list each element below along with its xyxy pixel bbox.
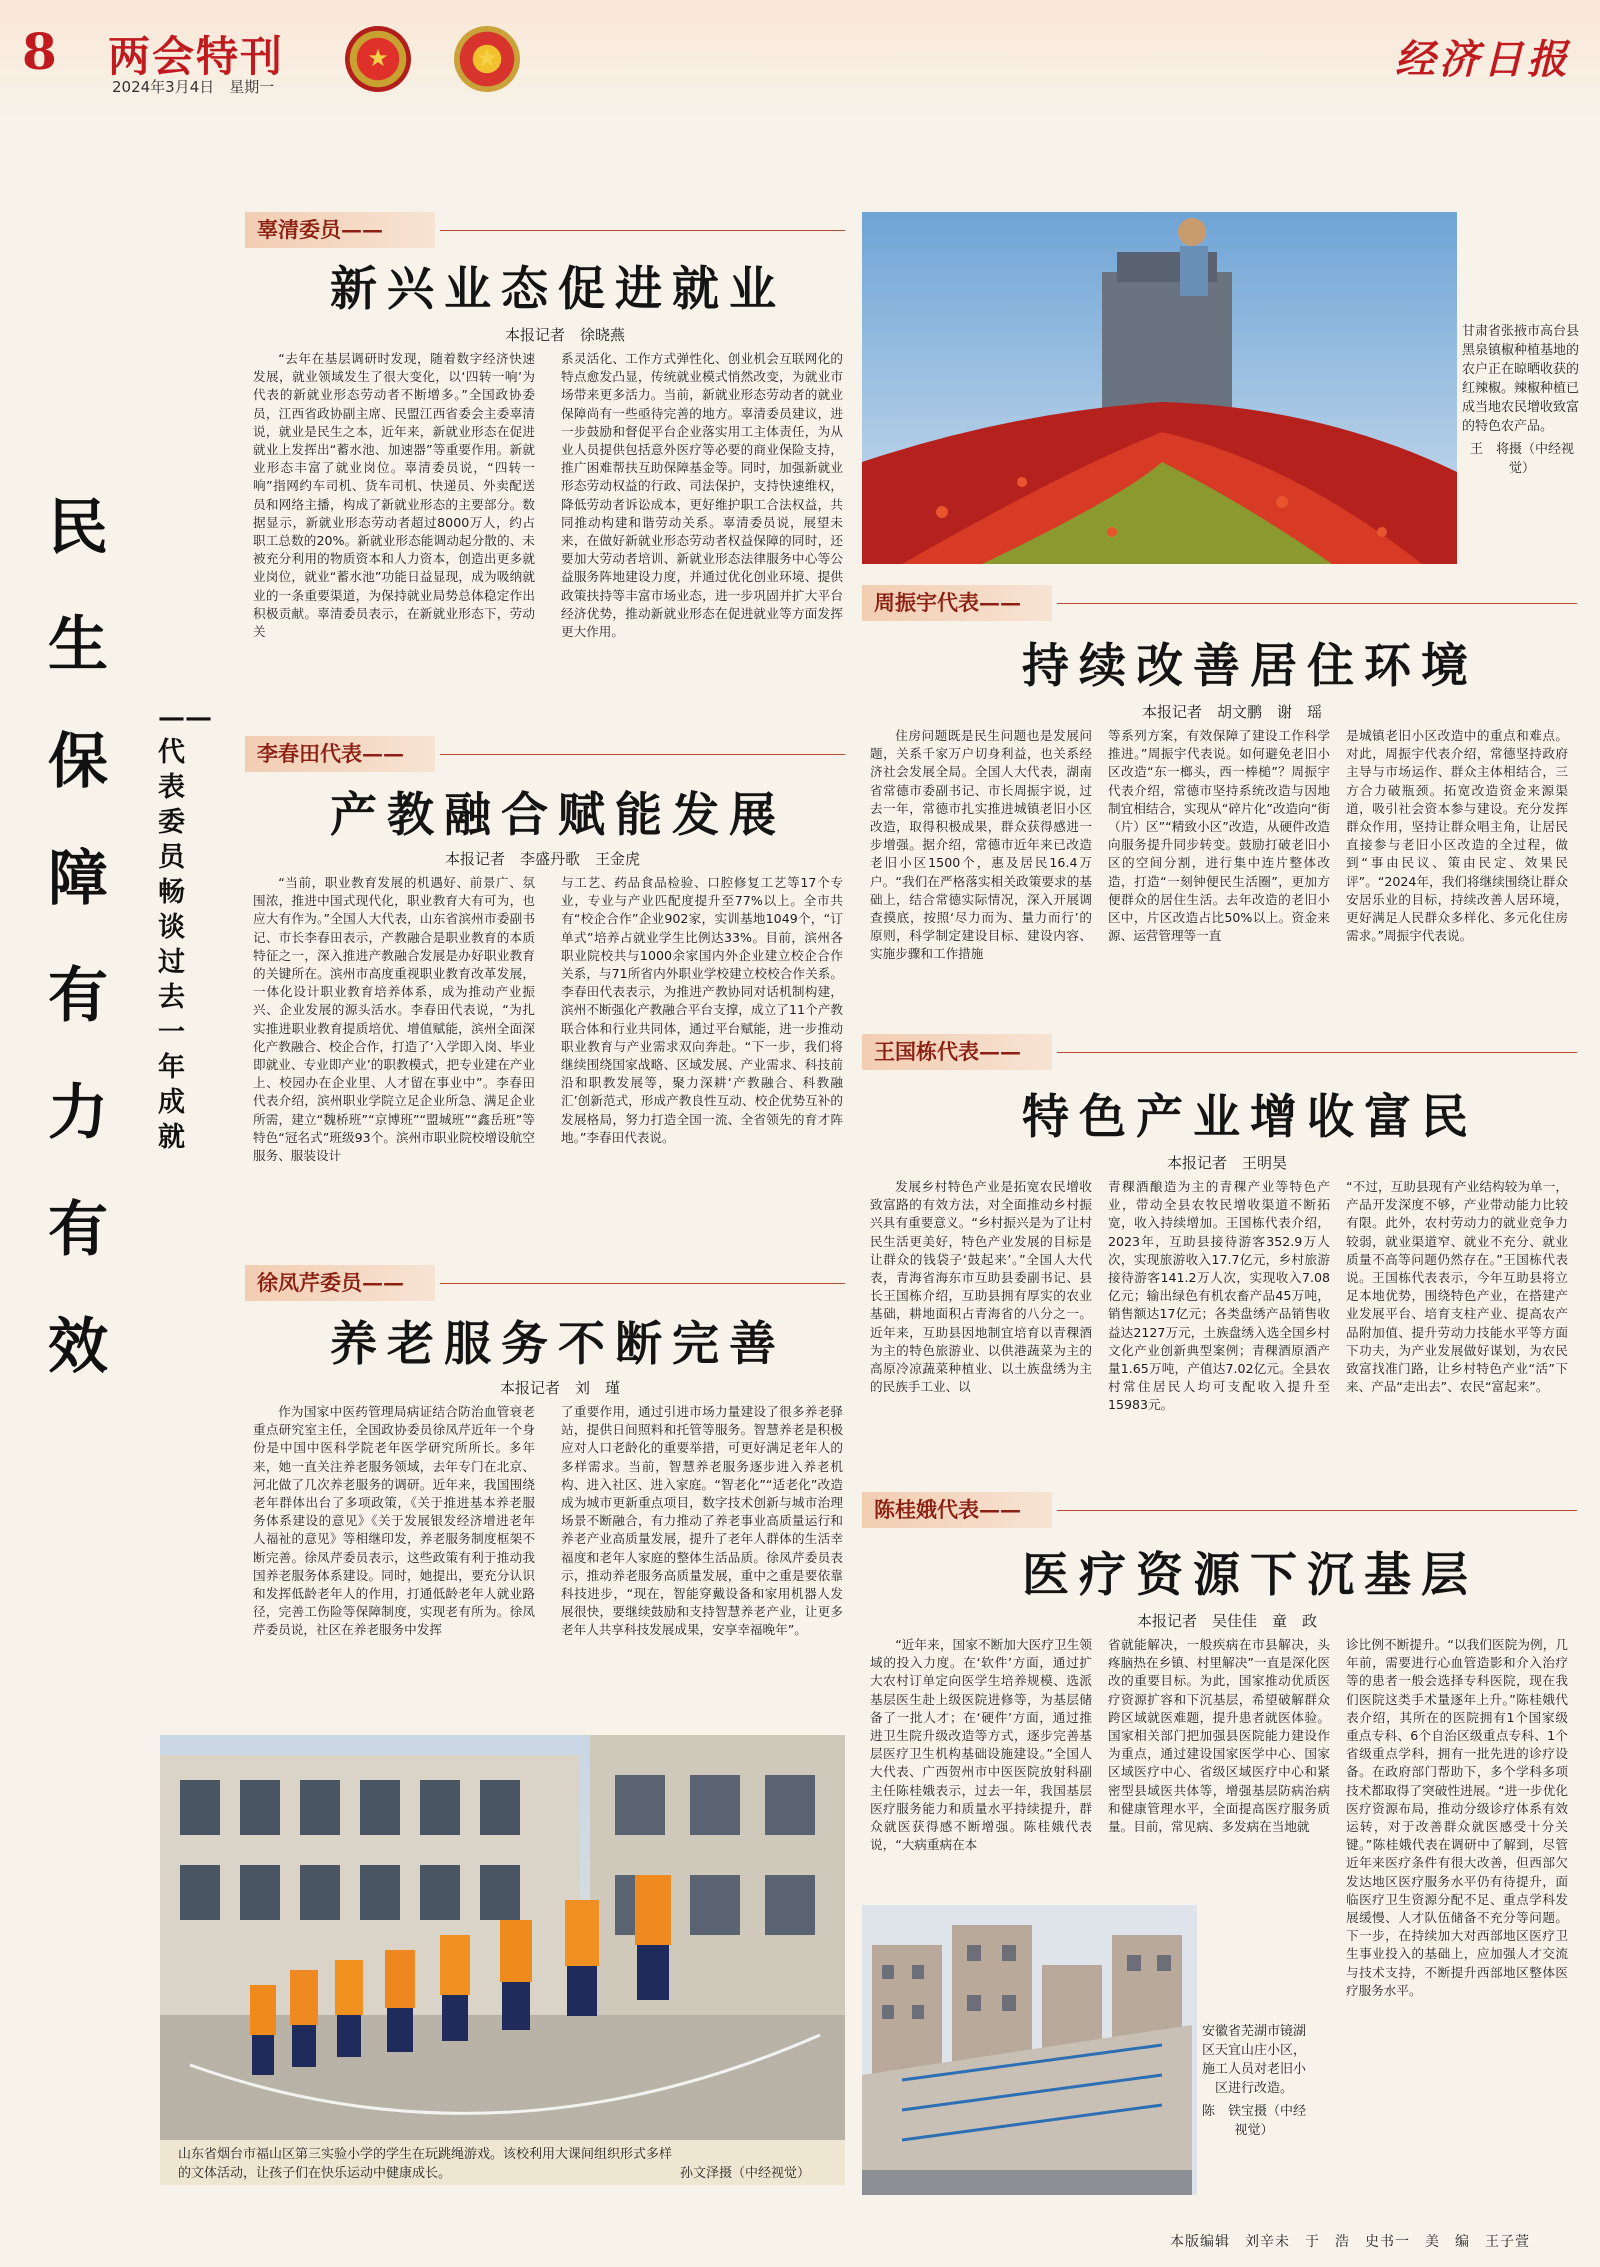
chili-harvest-image — [862, 212, 1457, 564]
article-tag: 辜清委员—— — [245, 212, 435, 248]
byline: 本报记者 吴佳佳 童 政 — [1137, 1612, 1318, 1630]
cppcc-emblem-icon: ★ — [454, 26, 520, 92]
headline: 产教融合赋能发展 — [330, 788, 786, 843]
photo-caption: 山东省烟台市福山区第三实验小学的学生在玩跳绳游戏。该校利用大课间组织形式多样的文体活动，让孩子们在快乐运动中健康成长。 — [178, 2147, 673, 2181]
headline: 新兴业态促进就业 — [330, 262, 786, 317]
photo-credit: 孙文泽摄（中经视觉） — [680, 2166, 811, 2181]
article-tag: 李春田代表—— — [245, 736, 435, 772]
tag-rule — [1057, 603, 1577, 604]
article-column: 省就能解决，一般疾病在市县解决，头疼脑热在乡镇、村里解决”一直是深化医改的重要目标。为此，国家推动优质医疗资源扩容和下沉基层，希望破解群众跨区域就医难题，提升患者就医体验。国家相关部门把加强县医院能力建设作为重点，通过建设国家医学中心、国家区域医疗中心、省级区域医疗中心和紧密型县域医共体等，增强基层防病治病和健康管理水平，全面提高医疗服务质量。目前，常见病、多发病在当地就 — [1108, 1637, 1330, 1835]
article-column: 系灵活化、工作方式弹性化、创业机会互联网化的特点愈发凸显，传统就业模式悄然改变，为就业市场带来更多活力。当前，新就业形态劳动者的就业保障尚有一些亟待完善的地方。辜清委员建议，进一步鼓励和督促平台企业落实用工主体责任，为从业人员提供包括意外医疗等必要的商业保险支持，推广困难帮扶互助保障基金等。同时，加强新就业形态劳动权益的行政、司法保护，支持快速维权，降低劳动者诉讼成本，更好维护职工合法权益，共同推动构建和谐劳动关系。辜清委员说，展望未来，在做好新就业形态劳动者权益保障的同时，还要加大劳动者培训、新就业形态法律服务中心等公益服务阵地建设力度，并通过优化创业环境、提供政策扶持等丰富市场业态，进一步巩固并扩大平台经济优势，推动新就业形态在促进就业等方面发挥更大作用。 — [561, 351, 843, 640]
theme-subtitle: ——代表委员畅谈过去一年成就 — [158, 702, 212, 1153]
page-number: 8 — [22, 22, 57, 81]
article-tag: 徐凤芹委员—— — [245, 1265, 435, 1301]
article-column: 了重要作用，通过引进市场力量建设了很多养老驿站，提供日间照料和托管等服务。智慧养老是积极应对人口老龄化的重要举措，可更好满足老年人的多样需求。当前，智慧养老服务逐步进入养老机构、进入社区、进入家庭。“智老化”“适老化”改造成为城市更新重点项目，数字技术创新与城市治理场景不断融合，有力推动了养老事业高质量运行和养老产业高质量发展，提升了老年人群体的生活幸福度和老年人家庭的整体生活品质。徐凤芹委员表示，推动养老服务高质量发展，重中之重是要依靠科技进步，“现在，智能穿戴设备和家用机器人发展很快，要继续鼓励和支持智慧养老产业，让更多老年人共享科技发展成果，安享幸福晚年”。 — [561, 1404, 843, 1638]
byline: 本报记者 李盛丹歌 王金虎 — [445, 850, 641, 868]
photo-caption-chili — [1462, 322, 1582, 478]
article-tag: 周振宇代表—— — [862, 585, 1052, 621]
photo-caption: 安徽省芜湖市镜湖区天宜山庄小区，施工人员对老旧小区进行改造。 — [1201, 2024, 1306, 2096]
article-column: 住房问题既是民生问题也是发展问题，关系千家万户切身利益，也关系经济社会发展全局。全国人大代表，湖南省常德市委副书记、市长周振宇说，过去一年，常德市扎实推进城镇老旧小区改造，取得积极成果，群众获得感进一步增强。据介绍，常德市近年来已改造老旧小区1500个，惠及居民16.4万户。“我们在严格落实相关政策要求的基础上，结合常德实际情况，深入开展调查摸底，按照‘尽力而为、量力而行’的原则，科学制定建设目标、建设内容、实施步骤和工作措施 — [870, 728, 1092, 962]
newspaper-name: 经济日报 — [1395, 36, 1571, 83]
article-column: “不过，互助县现有产业结构较为单一，产品开发深度不够，产业带动能力比较有限。此外，农村劳动力的就业竞争力较弱，就业渠道窄、就业不充分、就业质量不高等问题仍然存在。”王国栋代表说。王国栋代表表示，今年互助县将立足本地优势，围绕特色产业，在搭建产业发展平台、培育支柱产业、提高农产品附加值、提升劳动力技能水平等方面下功夫，为产业发展做好谋划，为农民致富找准门路，让乡村特色产业“活”下来、产品“走出去”、农民“富起来”。 — [1346, 1179, 1568, 1395]
article-column: “当前，职业教育发展的机遇好、前景广、氛围浓，推进中国式现代化，职业教育大有可为，也应大有作为。”全国人大代表，山东省滨州市委副书记、市长李春田表示，产教融合是职业教育的本质特征之一，深入推进产教融合发展是办好职业教育的关键所在。滨州市高度重视职业教育改革发展，一体化设计职业教育培养体系，成为推动产业振兴、企业发展的源头活水。李春田代表说，“为扎实推进职业教育提质培优、增值赋能，滨州全面深化产教融合、校企合作，打造了‘入学即入岗、毕业即就业、专业即产业’的职教模式，把专业建在产业上、校园办在企业里、人才留在事业中”。李春田代表介绍，滨州职业学院立足企业所急、满足企业所需，建立“魏桥班”“京博班”“盟城班”“鑫岳班”等特色“冠名式”班级93个。滨州市职业院校增设航空服务、服装设计 — [253, 875, 535, 1164]
byline: 本报记者 胡文鹏 谢 瑶 — [1142, 703, 1323, 721]
photo-rope-skipping — [160, 1735, 845, 2185]
headline: 养老服务不断完善 — [330, 1317, 786, 1372]
photo-credit: 王 将摄（中经视觉） — [1469, 442, 1574, 476]
byline: 本报记者 王明昊 — [1167, 1154, 1288, 1172]
tag-rule — [1057, 1052, 1577, 1053]
article-eldercare — [245, 1265, 845, 1715]
photo-caption-housing — [1200, 2022, 1308, 2140]
article-column: 青稞酒酿造为主的青稞产业等特色产业，带动全县农牧民增收渠道不断拓宽，收入持续增加。王国栋代表介绍，2023年，互助县接待游客352.9万人次，实现旅游收入17.7亿元，乡村旅游接待游客141.2万人次，实现收入7.08亿元；输出绿色有机农畜产品45万吨，销售额达17亿元；各类盘绣产品销售收益达2127万元，土族盘绣入选全国乡村文化产业创新典型案例；青稞酒原酒产量1.65万吨，产值达7.02亿元。全县农村常住居民人均可支配收入提升至15983元。 — [1108, 1179, 1330, 1413]
national-emblem-icon: ★ — [345, 26, 411, 92]
rope-skipping-image — [160, 1735, 845, 2185]
theme-title: 民生保障有力有效 — [48, 493, 108, 1382]
headline: 特色产业增收富民 — [1022, 1090, 1478, 1145]
headline: 持续改善居住环境 — [1022, 639, 1478, 694]
article-column: 等系列方案，有效保障了建设工作科学推进。”周振宇代表说。如何避免老旧小区改造“东一榔头，西一棒槌”？周振宇代表介绍，常德市坚持系统改造与因地制宜相结合，实现从“碎片化”改造向“街（片）区”“精致小区”改造，从硬件改造向服务提升同步转变。鼓励打破老旧小区的空间分割，进行集中连片整体改造，打造“一刻钟便民生活圈”，更加方便群众的居住生活。去年改造的老旧小区中，片区改造占比50%以上。资金来源、运营管理等一直 — [1108, 728, 1330, 944]
tag-rule — [1057, 1510, 1577, 1511]
section-title: 两会特刊 — [108, 32, 285, 81]
byline: 本报记者 徐晓燕 — [505, 326, 626, 344]
article-employment — [245, 212, 845, 700]
article-column: “近年来，国家不断加大医疗卫生领域的投入力度。在‘软件’方面，通过扩大农村订单定向医学生培养规模、选派基层医生赴上级医院进修等，为基层储备了一批人才；在‘硬件’方面，通过推进卫生院升级改造等方式，逐步完善基层医疗卫生机构基础设施建设。”全国人大代表、广西贺州市中医医院放射科副主任陈桂娥表示，过去一年，我国基层医疗服务能力和质量水平持续提升，群众就医获得感不断增强。陈桂娥代表说，“大病重病在本 — [870, 1637, 1092, 1853]
article-industry — [862, 1034, 1577, 1469]
photo-chili-harvest — [862, 212, 1457, 564]
byline: 本报记者 刘 瑾 — [500, 1379, 621, 1397]
article-tag: 陈桂娥代表—— — [862, 1492, 1052, 1528]
article-column: “去年在基层调研时发现，随着数字经济快速发展，就业领域发生了很大变化，以‘四转一响’为代表的新就业形态劳动者不断增多。”全国政协委员，江西省政协副主席、民盟江西省委会主委辜清说，就业是民生之本，近年来，新就业形态在促进就业上发挥出“蓄水池、加速器”等重要作用。新就业形态丰富了就业岗位。辜清委员说，“四转一响”指网约车司机、货车司机、快递员、外卖配送员和网络主播，构成了新就业形态的主要部分。数据显示，新就业形态劳动者超过8000万人，约占职工总数的20%。新就业形态能调动起分散的、未被充分利用的物质资本和人力资本，创造出更多就业岗位，就业“蓄水池”功能日益显现，成为吸纳就业的一条重要渠道，为保持就业局势总体稳定作出积极贡献。辜清委员表示，在新就业形态下，劳动关 — [253, 351, 535, 640]
article-column: 作为国家中医药管理局病证结合防治血管衰老重点研究室主任，全国政协委员徐凤芹近年一个身份是中国中医科学院老年医学研究所所长。多年来，她一直关注养老服务领域，去年专门在北京、河北做了几次养老服务的调研。近年来，我国围绕老年群体出台了多项政策，《关于推进基本养老服务体系建设的意见》《关于发展银发经济增进老年人福祉的意见》等相继印发，养老服务制度框架不断完善。徐凤芹委员表示，这些政策有利于推动我国养老服务体系建设。同时，她提出，要充分认识和发挥低龄老年人的作用，打通低龄老年人就业路径，完善工伤险等保障制度，实现老有所为。徐凤芹委员说，社区在养老服务中发挥 — [253, 1404, 535, 1638]
photo-credit: 陈 铁宝摄（中经视觉） — [1201, 2104, 1306, 2138]
tag-rule — [440, 230, 845, 231]
tag-rule — [440, 754, 845, 755]
headline: 医疗资源下沉基层 — [1022, 1548, 1478, 1603]
article-education — [245, 736, 845, 1226]
editors-credit: 本版编辑 刘辛未 于 浩 史书一 美 编 王子萱 — [1170, 2234, 1530, 2250]
article-housing — [862, 585, 1577, 1035]
article-column: 发展乡村特色产业是拓宽农民增收致富路的有效方法，对全面推动乡村振兴具有重要意义。“乡村振兴是为了让村民生活更美好，特色产业发展的目标是让群众的钱袋子‘鼓起来’。”全国人大代表，青海省海东市互助县委副书记、县长王国栋介绍，互助县拥有厚实的农业基础，耕地面积占青海省的八分之一。近年来，互助县因地制宜培育以青稞酒为主的特色旅游业、以供港蔬菜为主的高原冷凉蔬菜种植业、以土族盘绣为主的民族手工业、以 — [870, 1179, 1092, 1395]
photo-caption: 甘肃省张掖市高台县黑泉镇椒种植基地的农户正在晾晒收获的红辣椒。辣椒种植已成当地农民增收致富的特色农产品。 — [1462, 324, 1580, 434]
tag-rule — [440, 1283, 845, 1284]
article-column: 是城镇老旧小区改造中的重点和难点。对此，周振宇代表介绍，常德坚持政府主导与市场运作、群众主体相结合，三方合力破瓶颈。拓宽改造资金来源渠道，吸引社会资本参与建设。充分发挥群众作用，坚持让群众唱主角，让居民直接参与老旧小区改造的全过程，做到“事由民议、策由民定、效果民评”。“2024年，我们将继续围绕让群众安居乐业的目标，持续改善人居环境，更好满足人民群众多样化、多元化住房需求。”周振宇代表说。 — [1346, 728, 1568, 944]
issue-date: 2024年3月4日 星期一 — [112, 78, 275, 96]
article-column: 诊比例不断提升。“以我们医院为例，几年前，需要进行心血管造影和介入治疗等的患者一般会选择专科医院，现在我们医院这类手术量逐年上升。”陈桂娥代表介绍，其所在的医院拥有1个国家级重点专科、6个自治区级重点专科、1个省级重点学科，拥有一批先进的诊疗设备。在政府部门帮助下，多个学科多项技术都取得了突破性进展。“进一步优化医疗资源布局，推动分级诊疗体系有效运转，对于改善群众就医感受十分关键。”陈桂娥代表在调研中了解到，尽管近年来医疗条件有很大改善，但西部欠发达地区医疗服务水平仍有待提升，面临医疗卫生资源分配不足、重点学科发展缓慢、人才队伍储备不充分等问题。下一步，在持续加大对西部地区医疗卫生事业投入的基础上，应加强人才交流与技术支持，不断提升西部地区整体医疗服务水平。 — [1346, 1637, 1568, 1998]
article-column: 与工艺、药品食品检验、口腔修复工艺等17个专业，专业与产业匹配度提升至77%以上。全市共有“校企合作”企业902家，实训基地1049个，“订单式”培养占就业学生比例达33%。目前，滨州各职业院校共与1000余家国内外企业建立校企合作关系，与71所省内外职业学校建立校校合作关系。李春田代表表示，为推进产教协同对话机制构建，滨州不断强化产教融合平台支撑，成立了11个产教联合体和行业共同体，通过平台赋能，进一步推动职业教育与产业需求双向奔赴。“下一步，我们将继续围绕国家战略、区域发展、产业需求、科技前沿和职教发展等，聚力深耕‘产教融合、科教融汇’创新范式，形成产教良性互动、校企优势互补的发展格局，努力打造全国一流、全省领先的育才阵地。”李春田代表说。 — [561, 875, 843, 1145]
article-tag: 王国栋代表—— — [862, 1034, 1052, 1070]
